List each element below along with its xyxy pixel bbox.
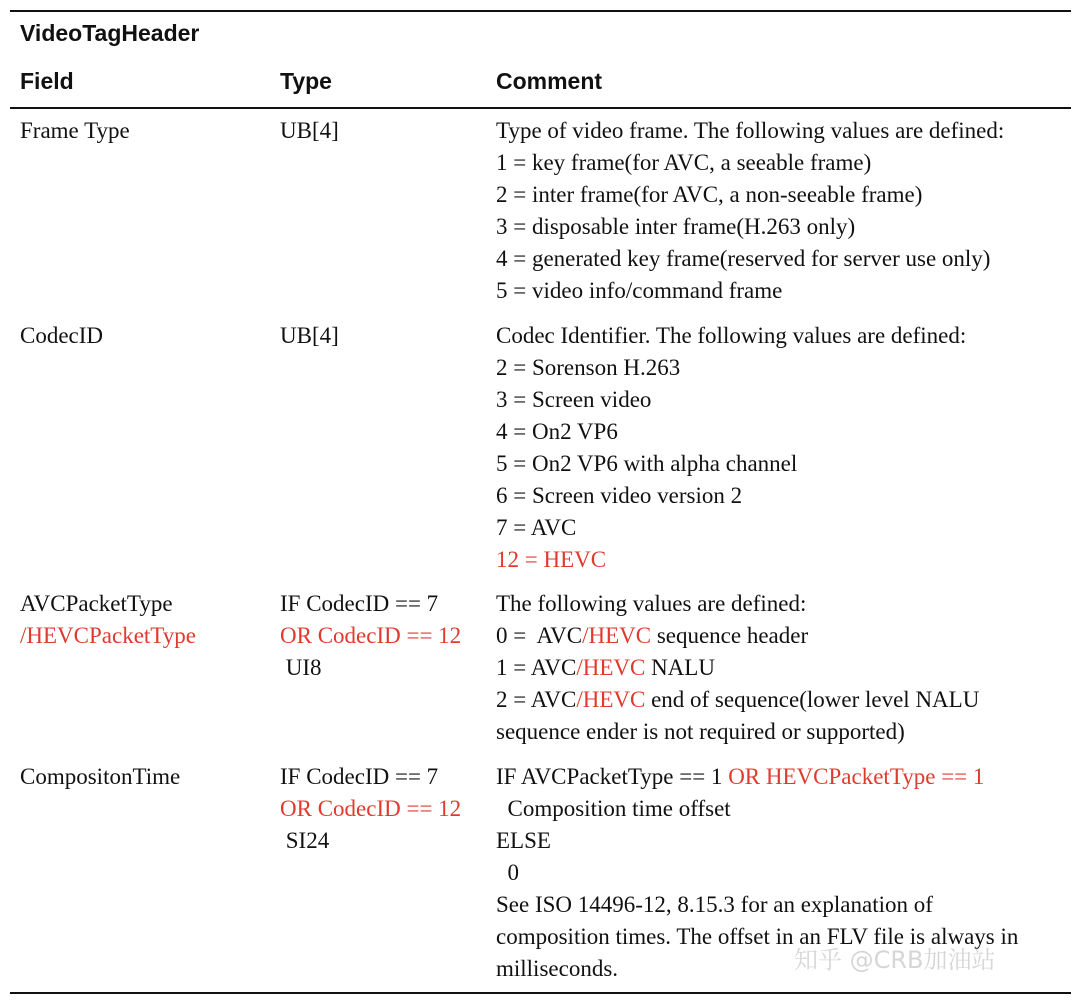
comment-text: NALU <box>645 655 715 680</box>
row-packet-type-comment <box>496 588 979 748</box>
type-text: IF CodecID == 7 <box>280 591 439 616</box>
comment-text: 4 = generated key frame(reserved for server use only) <box>496 246 991 271</box>
comment-text: end of sequence(lower level NALU <box>645 687 980 712</box>
comment-line <box>496 825 1018 857</box>
comment-text: composition times. The offset in an FLV file is always in <box>496 924 1019 949</box>
row-packet-type-field <box>20 588 196 652</box>
comment-text: Codec Identifier. The following values are defined: <box>496 323 967 348</box>
type-line <box>280 793 461 825</box>
field-text: CodecID <box>20 323 104 348</box>
comment-line <box>496 147 1004 179</box>
comment-line <box>496 889 1018 921</box>
comment-line <box>496 448 966 480</box>
field-text: Frame Type <box>20 118 130 143</box>
type-text: IF CodecID == 7 <box>280 764 439 789</box>
comment-text: 6 = Screen video version 2 <box>496 483 743 508</box>
comment-line <box>496 416 966 448</box>
comment-text: 2 = inter frame(for AVC, a non-seeable frame) <box>496 182 923 207</box>
field-line <box>20 320 103 352</box>
comment-line <box>496 716 979 748</box>
comment-line <box>496 620 979 652</box>
comment-line <box>496 243 1004 275</box>
comment-text: 5 = On2 VP6 with alpha channel <box>496 451 798 476</box>
column-header-comment: Comment <box>496 68 603 94</box>
comment-line <box>496 857 1018 889</box>
field-line <box>20 620 196 652</box>
column-header-field: Field <box>20 68 74 94</box>
comment-text: See ISO 14496-12, 8.15.3 for an explanation of <box>496 892 933 917</box>
comment-text: The following values are defined: <box>496 591 807 616</box>
comment-line <box>496 684 979 716</box>
column-header-type: Type <box>280 68 332 94</box>
type-line <box>280 761 461 793</box>
comment-line <box>496 793 1018 825</box>
type-line <box>280 825 461 857</box>
comment-text: 7 = AVC <box>496 515 577 540</box>
row-codec-id-comment <box>496 320 966 576</box>
comment-line <box>496 211 1004 243</box>
row-frame-type-field <box>20 115 130 147</box>
hevc-highlight-text: /HEVC <box>576 687 646 712</box>
comment-text: 4 = On2 VP6 <box>496 419 618 444</box>
row-frame-type-comment <box>496 115 1004 307</box>
comment-text: 1 = AVC <box>496 655 577 680</box>
comment-text: 2 = AVC <box>496 687 577 712</box>
comment-line <box>496 384 966 416</box>
field-text: CompositonTime <box>20 764 181 789</box>
comment-line <box>496 352 966 384</box>
hevc-highlight-text: OR CodecID == 12 <box>280 796 462 821</box>
comment-text: 5 = video info/command frame <box>496 278 783 303</box>
type-text: SI24 <box>280 828 330 853</box>
comment-line <box>496 761 1018 793</box>
type-line <box>280 588 461 620</box>
hevc-highlight-text: /HEVC <box>582 623 652 648</box>
comment-text: 3 = Screen video <box>496 387 652 412</box>
hevc-highlight-text: OR HEVCPacketType == 1 <box>728 764 985 789</box>
row-composition-time-type <box>280 761 461 857</box>
comment-line <box>496 588 979 620</box>
comment-text: 0 <box>496 860 519 885</box>
row-codec-id-type <box>280 320 339 352</box>
comment-line <box>496 275 1004 307</box>
comment-line <box>496 512 966 544</box>
comment-line <box>496 115 1004 147</box>
comment-text: 2 = Sorenson H.263 <box>496 355 681 380</box>
hevc-highlight-text: OR CodecID == 12 <box>280 623 462 648</box>
comment-line <box>496 544 966 576</box>
type-text: UB[4] <box>280 323 339 348</box>
type-text: UB[4] <box>280 118 339 143</box>
field-text: AVCPacketType <box>20 591 173 616</box>
row-frame-type-type <box>280 115 339 147</box>
field-line <box>20 761 180 793</box>
row-codec-id-field <box>20 320 103 352</box>
header-divider-rule <box>10 107 1071 109</box>
comment-text: 1 = key frame(for AVC, a seeable frame) <box>496 150 872 175</box>
comment-text: 3 = disposable inter frame(H.263 only) <box>496 214 856 239</box>
type-line <box>280 320 339 352</box>
row-packet-type-type <box>280 588 461 684</box>
hevc-highlight-text: /HEVCPacketType <box>20 623 196 648</box>
type-text: UI8 <box>280 655 322 680</box>
comment-line <box>496 652 979 684</box>
table-title: VideoTagHeader <box>20 20 200 46</box>
comment-text: 0 = AVC <box>496 623 583 648</box>
type-line <box>280 620 461 652</box>
table-top-rule <box>10 10 1071 12</box>
comment-text: milliseconds. <box>496 956 619 981</box>
comment-text: ELSE <box>496 828 551 853</box>
table-bottom-rule <box>10 992 1071 994</box>
field-line <box>20 588 196 620</box>
comment-text: Type of video frame. The following values are defined: <box>496 118 1005 143</box>
comment-text: sequence ender is not required or supported) <box>496 719 905 744</box>
zhihu-watermark: 知乎 @CRB加油站 <box>794 946 996 974</box>
type-line <box>280 115 339 147</box>
comment-line <box>496 320 966 352</box>
type-line <box>280 652 461 684</box>
row-composition-time-field <box>20 761 180 793</box>
hevc-highlight-text: 12 = HEVC <box>496 547 607 572</box>
comment-text: sequence header <box>651 623 809 648</box>
comment-line <box>496 179 1004 211</box>
comment-text: IF AVCPacketType == 1 <box>496 764 729 789</box>
comment-text: Composition time offset <box>496 796 731 821</box>
field-line <box>20 115 130 147</box>
comment-line <box>496 480 966 512</box>
hevc-highlight-text: /HEVC <box>576 655 646 680</box>
